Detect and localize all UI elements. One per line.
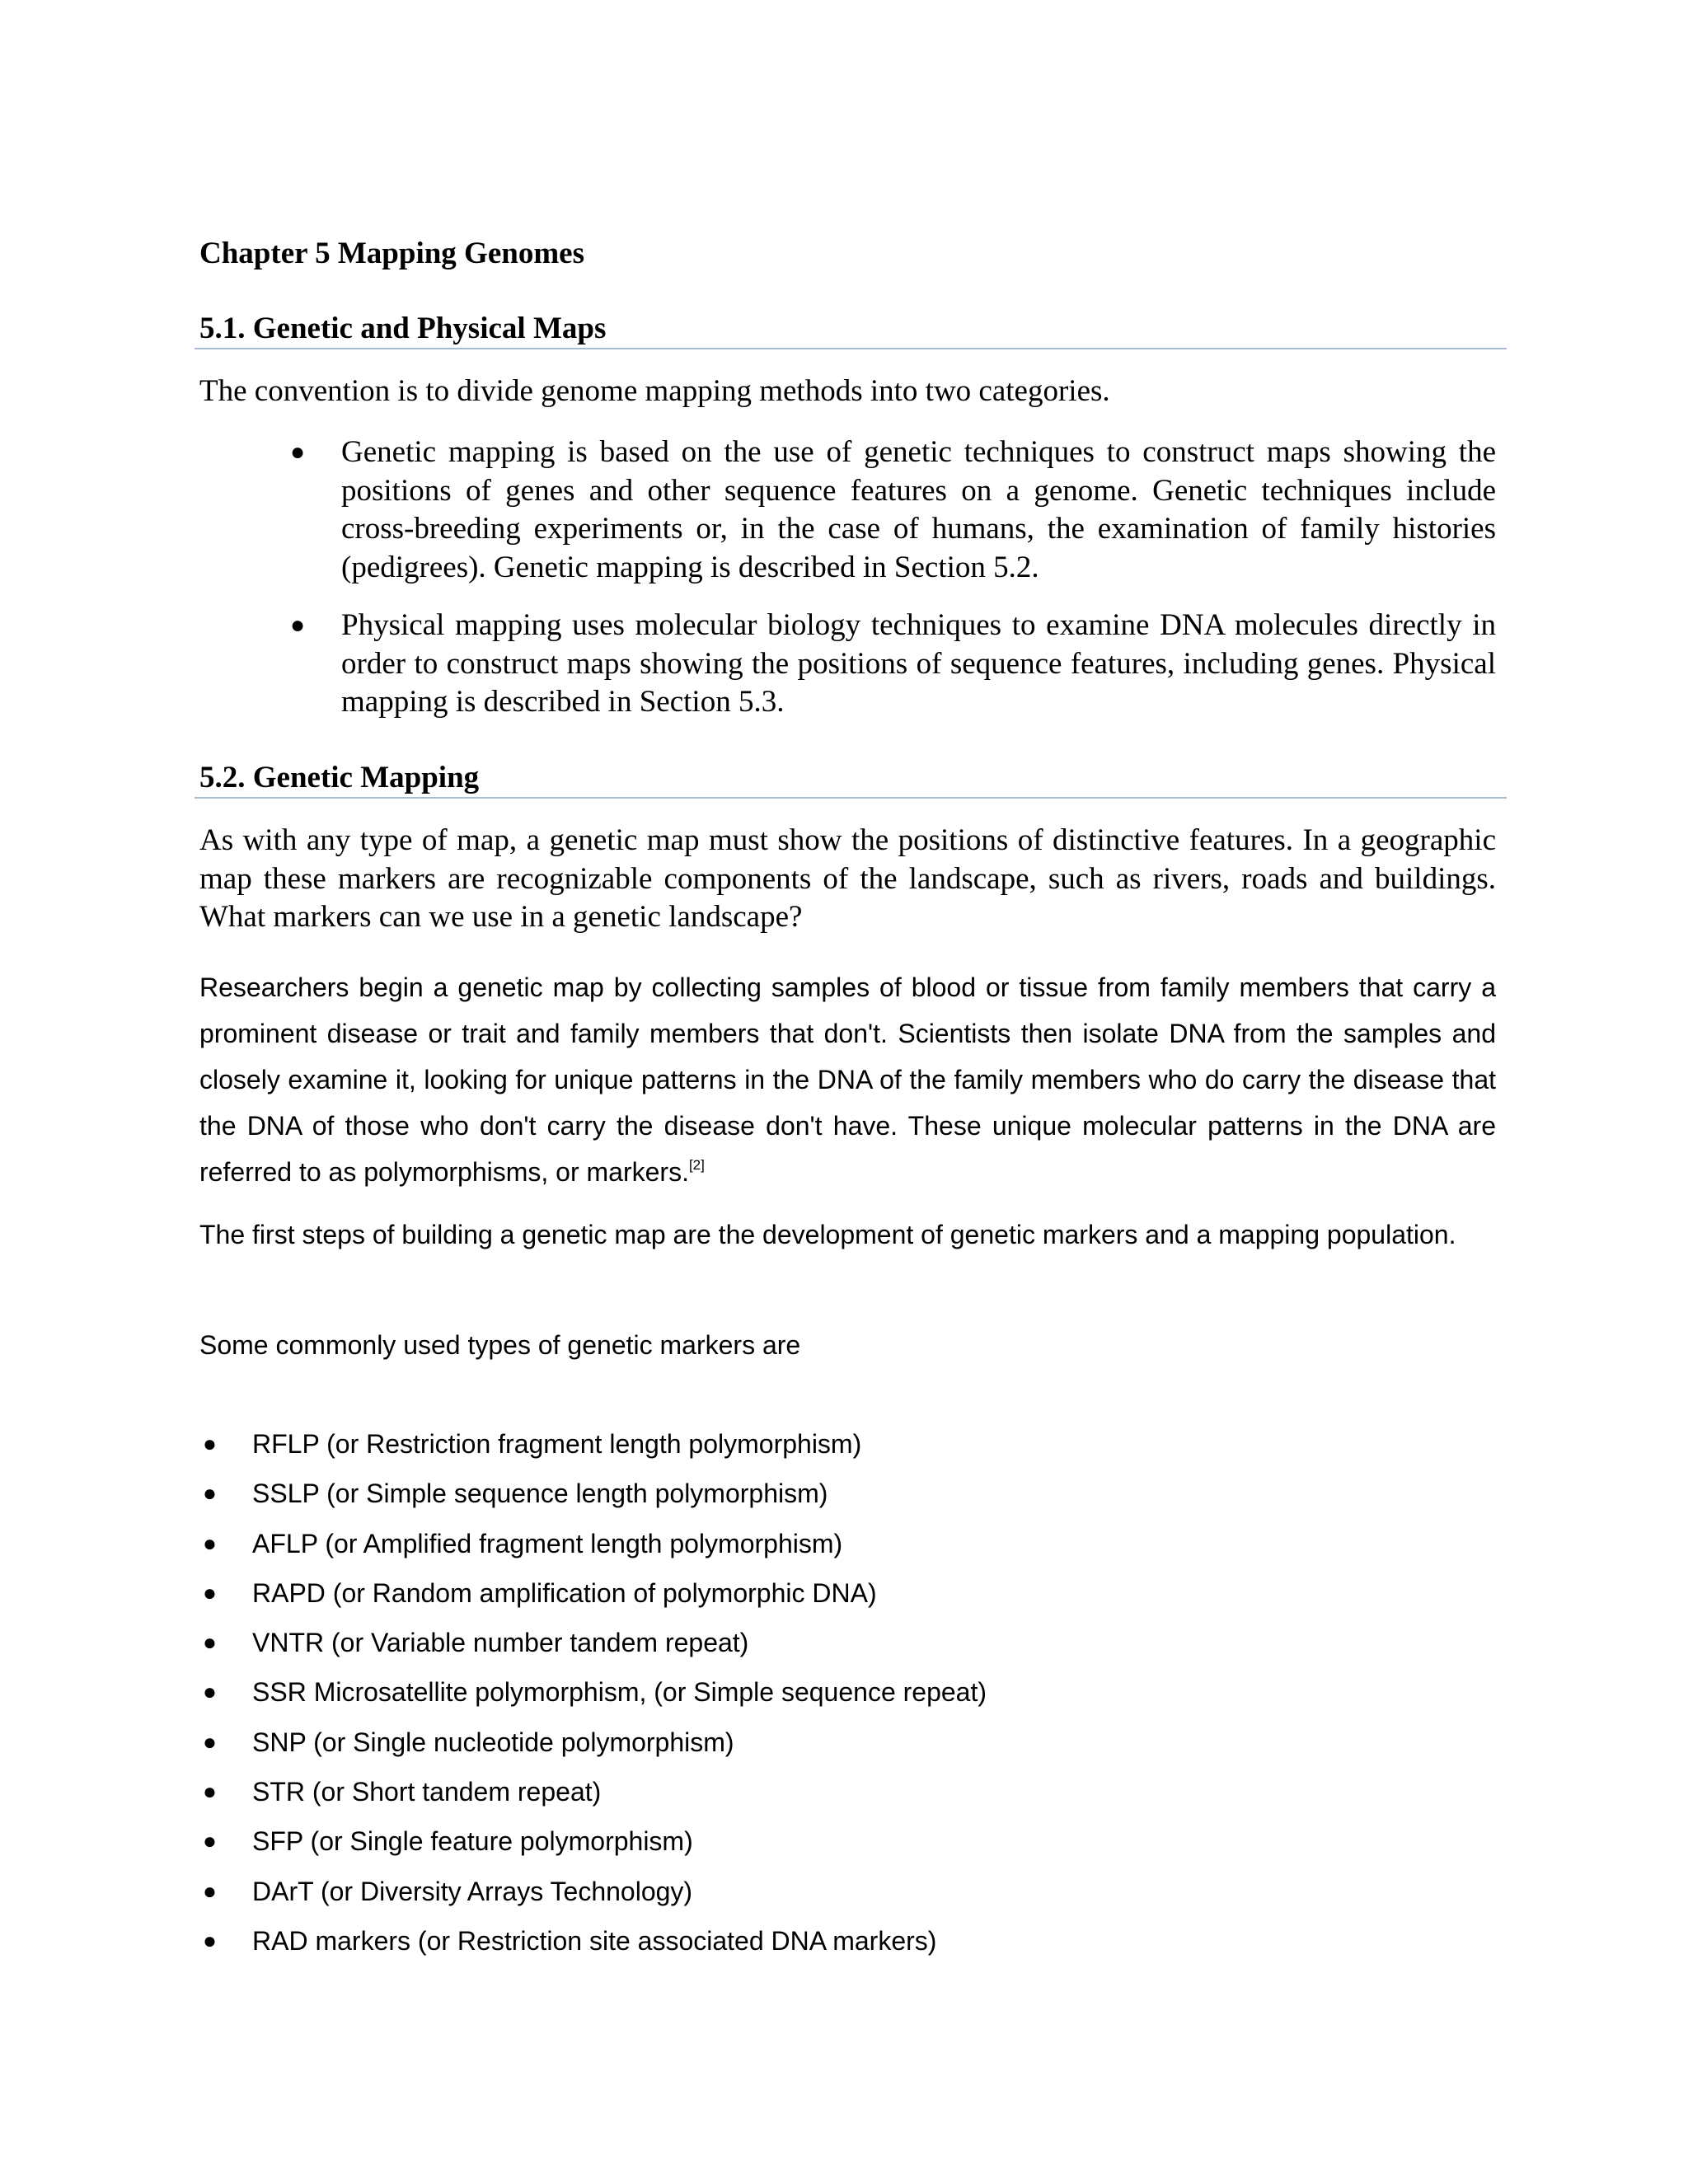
bullet-dot-icon: ● <box>203 1927 217 1953</box>
bullet-genetic-mapping: Genetic mapping is based on the use of genetic techniques to construct maps showing the positions of genes and other sequence features on a genome. Genetic techniques include cross-breeding experiments or, in the case of humans, the examination of family histories (pedigrees). Genetic mapping is described in Section 5.2. <box>341 435 1496 584</box>
section-rule <box>195 348 1507 349</box>
marker-label: STR (or Short tandem repeat) <box>252 1777 602 1807</box>
marker-label: SSLP (or Simple sequence length polymorphism) <box>252 1479 828 1509</box>
list-item <box>199 1519 987 1568</box>
list-item <box>199 1718 987 1767</box>
section-2-paragraph-4: Some commonly used types of genetic markers are <box>199 1330 801 1360</box>
list-item <box>199 1767 987 1816</box>
section-heading-5-2: 5.2. Genetic Mapping <box>199 761 480 794</box>
bullet-dot-icon: ● <box>203 1828 217 1854</box>
list-item <box>199 1469 987 1518</box>
bullet-dot-icon: ● <box>203 1877 217 1904</box>
bullet-dot-icon: ● <box>290 438 306 466</box>
bullet-physical-mapping: Physical mapping uses molecular biology techniques to examine DNA molecules directly in order to construct maps showing the positions of sequence features, including genes. Physical mapping is described in Section 5.3. <box>341 608 1496 719</box>
section-rule <box>195 797 1507 799</box>
bullet-dot-icon: ● <box>203 1480 217 1507</box>
section-1-intro: The convention is to divide genome mapping methods into two categories. <box>199 374 1110 408</box>
marker-label: RAPD (or Random amplification of polymorphic DNA) <box>252 1577 877 1608</box>
paragraph-2-text: Researchers begin a genetic map by collecting samples of blood or tissue from family members that carry a prominent disease or trait and family members that don't. Scientists then isolate DNA from the samples and closely examine it, looking for unique patterns in the DNA of the family members who do carry the disease that the DNA of those who don't carry the disease don't have. These unique molecular patterns in the DNA are referred to as polymorphisms, or markers. <box>199 972 1496 1187</box>
list-item <box>199 1618 987 1667</box>
section-heading-5-1: 5.1. Genetic and Physical Maps <box>199 312 607 345</box>
bullet-dot-icon: ● <box>203 1530 217 1556</box>
marker-label: SSR Microsatellite polymorphism, (or Simple sequence repeat) <box>252 1677 987 1708</box>
genetic-markers-list <box>199 1419 987 1966</box>
marker-label: AFLP (or Amplified fragment length polymorphism) <box>252 1528 843 1558</box>
bullet-dot-icon: ● <box>203 1779 217 1805</box>
marker-label: RFLP (or Restriction fragment length polymorphism) <box>252 1429 862 1459</box>
chapter-title: Chapter 5 Mapping Genomes <box>199 237 584 270</box>
bullet-dot-icon: ● <box>203 1629 217 1656</box>
list-item <box>199 1867 987 1916</box>
marker-label: SFP (or Single feature polymorphism) <box>252 1826 693 1857</box>
marker-label: DArT (or Diversity Arrays Technology) <box>252 1876 693 1906</box>
marker-label: SNP (or Single nucleotide polymorphism) <box>252 1727 734 1757</box>
citation-reference[interactable]: [2] <box>688 1157 705 1173</box>
list-item <box>199 1667 987 1717</box>
section-2-paragraph-3: The first steps of building a genetic map are the development of genetic markers and a mapping population. <box>199 1220 1456 1249</box>
bullet-dot-icon: ● <box>203 1679 217 1705</box>
list-item <box>199 1419 987 1469</box>
list-item <box>199 1916 987 1966</box>
list-item <box>199 1568 987 1618</box>
bullet-dot-icon: ● <box>203 1728 217 1755</box>
bullet-dot-icon: ● <box>203 1431 217 1456</box>
section-2-paragraph-2 <box>199 964 1496 1195</box>
list-item <box>199 1816 987 1866</box>
marker-label: RAD markers (or Restriction site associated DNA markers) <box>252 1925 937 1956</box>
bullet-dot-icon: ● <box>290 612 306 639</box>
bullet-dot-icon: ● <box>203 1579 217 1605</box>
marker-label: VNTR (or Variable number tandem repeat) <box>252 1628 749 1658</box>
section-2-paragraph-1: As with any type of map, a genetic map must show the positions of distinctive features. In a geographic map these markers are recognizable components of the landscape, such as rivers, roads and buildings. What markers can we use in a genetic landscape? <box>199 823 1496 934</box>
